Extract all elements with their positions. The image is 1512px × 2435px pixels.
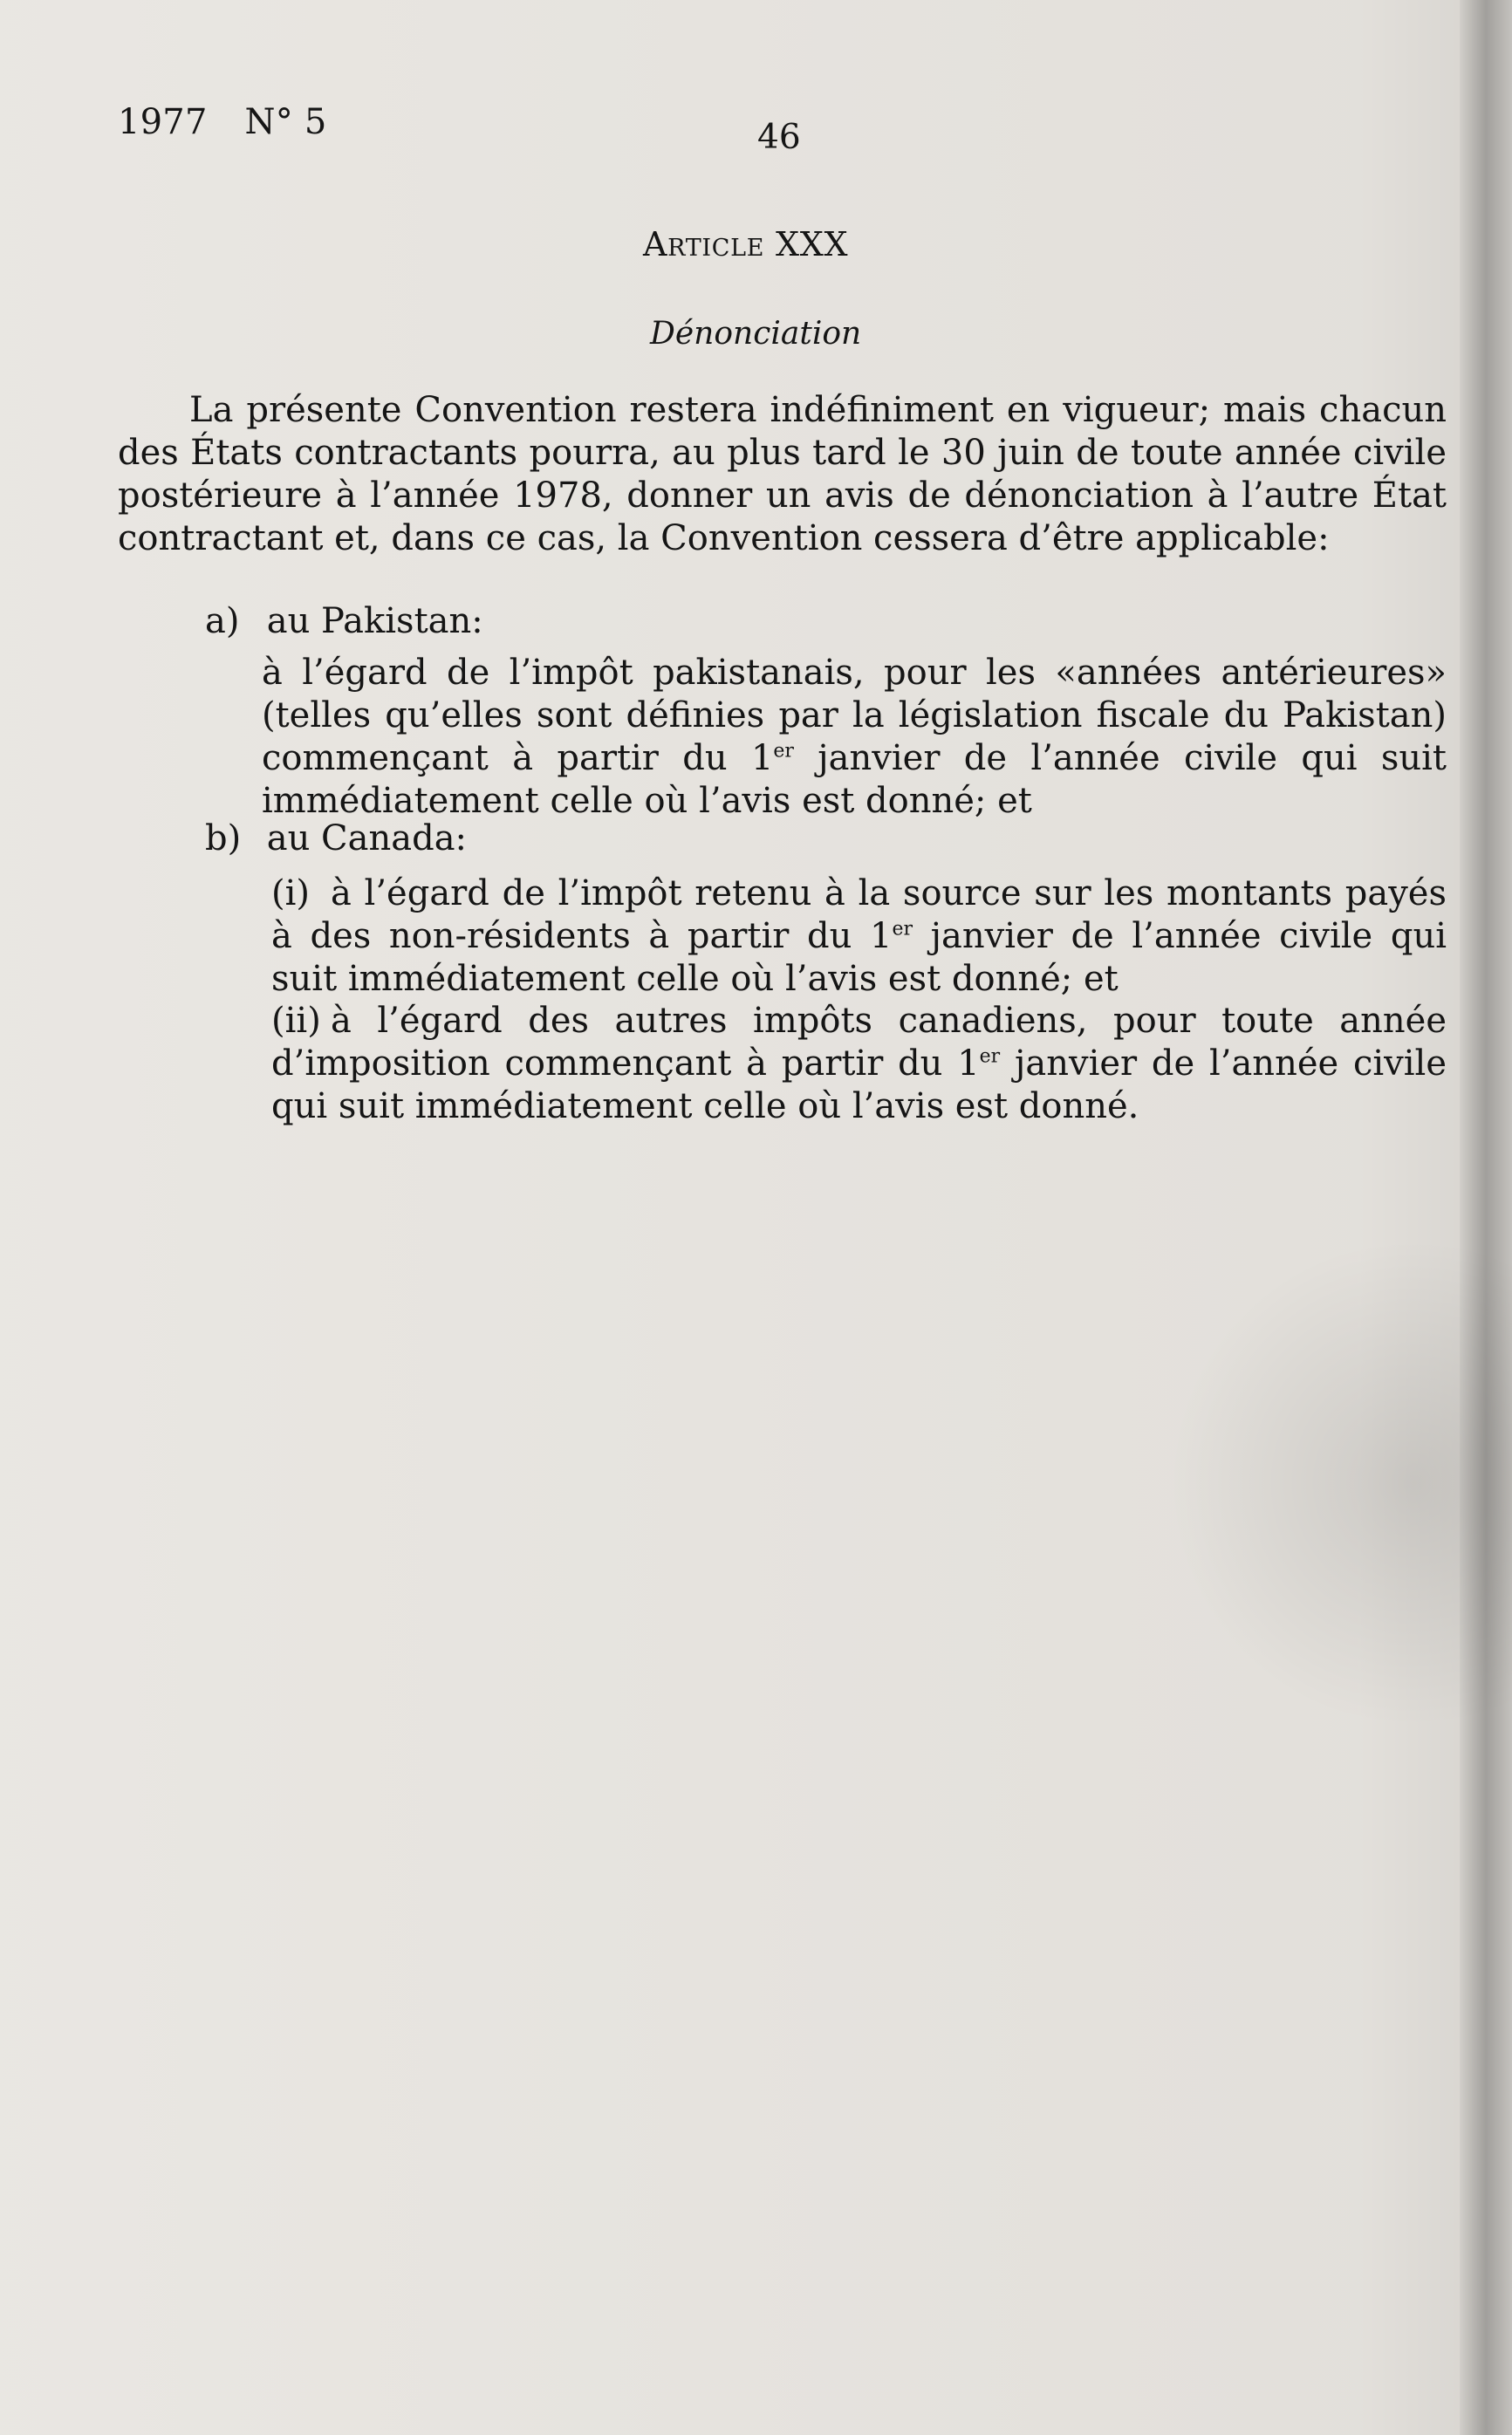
- subitem-i-superscript: er: [892, 918, 913, 940]
- running-head-year: 1977: [118, 102, 208, 142]
- article-title: Article XXX: [643, 225, 849, 263]
- item-a-body: [262, 652, 1447, 823]
- subitem-i-text-start: à l’égard de l’impôt retenu à la source sur les montants payés à des non-résidents à partir du 1: [271, 873, 1447, 956]
- item-a-label: a): [205, 601, 240, 641]
- item-b-subitem-ii: [271, 1000, 1447, 1128]
- item-b: [205, 817, 1447, 860]
- subitem-i-label: (i): [271, 873, 311, 913]
- page-number: 46: [757, 118, 801, 157]
- running-head: [118, 102, 327, 142]
- running-head-number: N° 5: [244, 102, 327, 142]
- subitem-ii-text-end: janvier de l’année civile qui suit immédiatement celle où l’avis est donné.: [271, 1043, 1447, 1126]
- item-b-subitem-i: [271, 872, 1447, 1001]
- item-a-body-text-end: janvier de l’année civile qui suit immédiatement celle où l’avis est donné; et: [262, 738, 1447, 821]
- item-a-body-text-start: à l’égard de l’impôt pakistanais, pour les «années antérieures» (telles qu’elles sont définies par la législation fiscale du Pakistan) commençant à partir du 1: [262, 653, 1447, 778]
- item-b-heading: au Canada:: [266, 818, 468, 858]
- lead-paragraph-text: La présente Convention restera indéfiniment en vigueur; mais chacun des États contractants pourra, au plus tard le 30 juin de toute année civile postérieure à l’année 1978, donner un avis de dénonciation à l’autre État contractant et, dans ce cas, la Convention cessera d’être applicable:: [118, 390, 1447, 558]
- item-b-label: b): [205, 818, 242, 858]
- item-a: [205, 600, 1447, 643]
- item-a-heading: au Pakistan:: [266, 601, 483, 641]
- subitem-ii-superscript: er: [979, 1045, 1001, 1068]
- book-spine-shadow: [1460, 0, 1512, 2435]
- subitem-ii-label: (ii): [271, 1001, 321, 1041]
- lead-paragraph: [118, 389, 1447, 560]
- subitem-i-text-end: janvier de l’année civile qui suit immédiatement celle où l’avis est donné; et: [271, 916, 1447, 999]
- show-through-background-lower: [127, 1570, 1426, 1613]
- article-subtitle: Dénonciation: [650, 316, 862, 352]
- item-a-superscript: er: [773, 740, 794, 763]
- subitem-ii-text-start: à l’égard des autres impôts canadiens, pour toute année d’imposition commençant à partir du 1: [271, 1001, 1447, 1084]
